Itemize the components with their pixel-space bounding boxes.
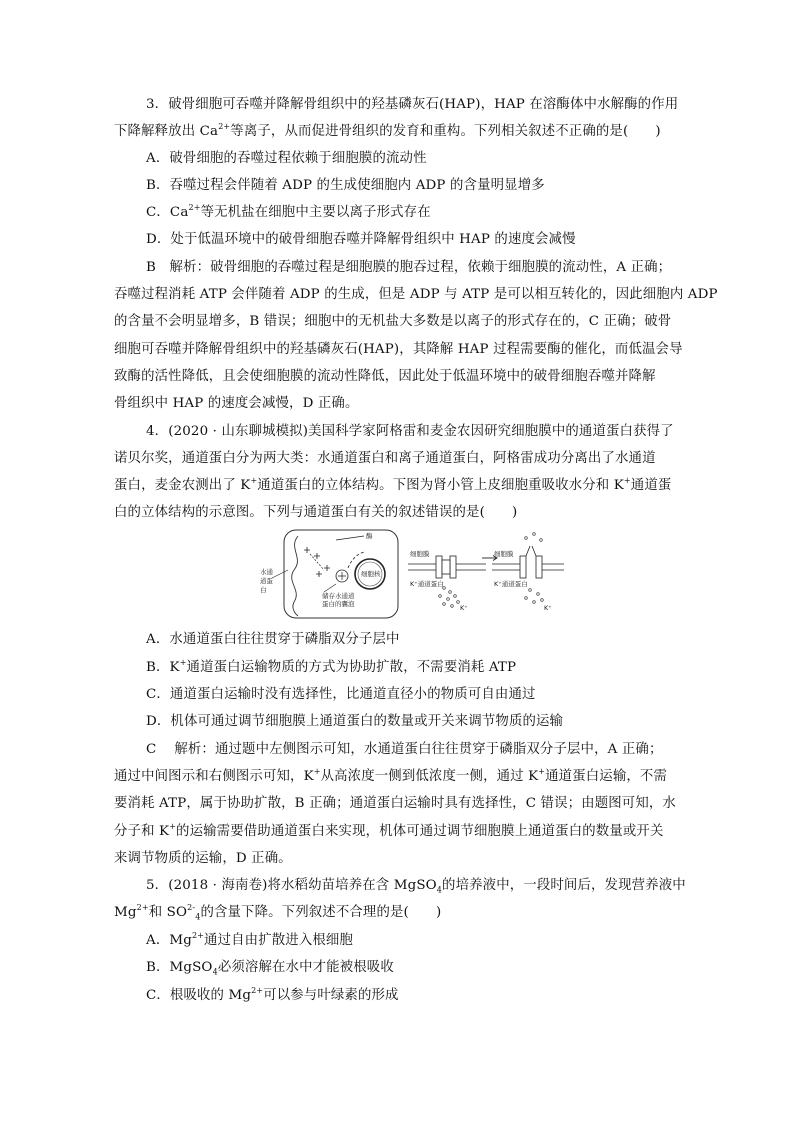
vesicle-label-2: 蛋白的囊泡: [322, 600, 355, 608]
channel-label-1: K⁺通道蛋白: [410, 580, 444, 588]
q5-option-a: A．$Mg^{2+}$通过自由扩散进入根细胞: [146, 930, 353, 948]
q4-answer-line-1: C 解析：通过题中左侧图示可知，水通道蛋白往往贯穿于磷脂双分子层中，A 正确；: [146, 742, 663, 757]
membrane-closed: [408, 556, 486, 578]
q4-answer-line-4: 分子和 K+的运输需要借助通道蛋白来实现，机体可通过调节细胞膜上通道蛋白的数量或开关: [114, 821, 664, 839]
membrane-label-1: 细胞膜: [410, 550, 430, 558]
q4-answer-line-3: 要消耗 ATP，属于协助扩散，B 正确；通道蛋白运输时具有选择性，C 错误；由题图可知，水: [114, 796, 676, 811]
q3-answer-line-1: B 解析：破骨细胞的吞噬过程是细胞膜的胞吞过程，依赖于细胞膜的流动性，A 正确；: [146, 260, 672, 275]
q5-option-b: B．MgSO$_4$必须溶解在水中才能被根吸收: [146, 960, 394, 977]
q3-answer-line-6: 骨组织中 HAP 的速度会减慢，D 正确。: [114, 396, 359, 411]
channel-protein-figure: [258, 528, 566, 623]
enzyme-pointer: [336, 536, 364, 540]
q4-option-c: C．通道蛋白运输时没有选择性，比通道直径小的物质可自由通过: [146, 687, 536, 702]
vesicle-protein: [338, 572, 346, 580]
q3-answer-line-4: 细胞可吞噬并降解骨组织中的羟基磷灰石(HAP)，其降解 HAP 过程需要酶的催化，而低温会导: [114, 342, 683, 357]
cell-membrane-wave: [292, 536, 298, 616]
water-channel-label-2: 道蛋: [260, 577, 273, 585]
q5-option-c: C．根吸收的 $Mg^{2+}$可以参与叶绿素的形成: [146, 985, 399, 1003]
water-channel-pointer: [272, 570, 288, 578]
q5-stem-line-1: 5．(2018 · 海南卷)将水稻幼苗培养在含 MgSO$_4$的培养液中，一段时间后，发现营养液中: [146, 878, 686, 895]
q4-stem-line-3: 蛋白，麦金农测出了 K+通道蛋白的立体结构。下图为肾小管上皮细胞重吸收水分和 K+通道蛋: [114, 475, 672, 493]
vesicle-label-1: 储存水通道: [322, 592, 355, 600]
q3-stem-line-2: 下降解释放出 $Ca^{2+}$等离子，从而促进骨组织的发育和重构。下列相关叙述不正确的是( ): [114, 121, 661, 139]
q3-option-d: D．处于低温环境中的破骨细胞吞噬并降解骨组织中 HAP 的速度会减慢: [146, 232, 576, 247]
q3-option-a: A．破骨细胞的吞噬过程依赖于细胞膜的流动性: [146, 151, 427, 166]
k-ion-label-1: K⁺: [460, 604, 468, 612]
q3-answer-line-2: 吞噬过程消耗 ATP 会伴随着 ADP 的生成，但是 ADP 与 ATP 是可以相互转化的，因此细胞内 ADP: [114, 287, 718, 302]
k-ions-1: [439, 587, 460, 608]
q4-stem-line-1: 4．(2020 · 山东聊城模拟)美国科学家阿格雷和麦金农因研究细胞膜中的通道蛋白获得了: [146, 424, 674, 439]
channel-label-2: K⁺通道蛋白: [494, 580, 528, 588]
enzyme-label: 酶: [366, 532, 373, 540]
water-channel-label-1: 水通: [260, 568, 273, 576]
q4-answer-line-2: 通过中间图示和右侧图示可知，K+从高浓度一侧到低浓度一侧，通过 K+通道蛋白运输，不需: [114, 766, 667, 784]
q4-option-a: A．水通道蛋白往往贯穿于磷脂双分子层中: [146, 632, 400, 647]
q4-stem-line-4: 白的立体结构的示意图。下列与通道蛋白有关的叙述错误的是( ): [114, 505, 518, 520]
channel-protein-diagram: [258, 528, 566, 623]
q3-option-b: B．吞噬过程会伴随着 ADP 的生成使细胞内 ADP 的含量明显增多: [146, 178, 545, 193]
q4-answer-line-5: 来调节物质的运输，D 正确。: [114, 851, 292, 866]
q4-option-b: B．K+通道蛋白运输物质的方式为协助扩散，不需要消耗 ATP: [146, 657, 517, 675]
q4-option-d: D．机体可通过调节细胞膜上通道蛋白的数量或开关来调节物质的运输: [146, 714, 564, 729]
vesicle-pointer: [324, 584, 336, 592]
water-channel-label-3: 白: [260, 586, 267, 594]
q3-stem-line-1: 3．破骨细胞可吞噬并降解骨组织中的羟基磷灰石(HAP)，HAP 在溶酶体中水解酶的作用: [146, 97, 679, 112]
q5-stem-line-2: $Mg^{2+}$和 $SO^{2-}_4$的含量下降。下列叙述不合理的是( ): [114, 902, 442, 922]
nucleus-label: 细胞核: [361, 570, 381, 578]
q3-answer-line-3: 的含量不会明显增多，B 错误；细胞中的无机盐大多数是以离子的形式存在的，C 正确；破骨: [114, 314, 672, 329]
membrane-label-2: 细胞膜: [494, 550, 514, 558]
k-ion-label-2: K⁺: [544, 604, 552, 612]
q4-stem-line-2: 诺贝尔奖，通道蛋白分为两大类：水通道蛋白和离子通道蛋白，阿格雷成功分离出了水通道: [114, 451, 656, 466]
q3-option-c: C．$Ca^{2+}$等无机盐在细胞中主要以离子形式存在: [146, 202, 431, 220]
q3-answer-line-5: 致酶的活性降低，且会使细胞膜的流动性降低，因此处于低温环境中的破骨细胞吞噬并降解: [114, 369, 656, 384]
